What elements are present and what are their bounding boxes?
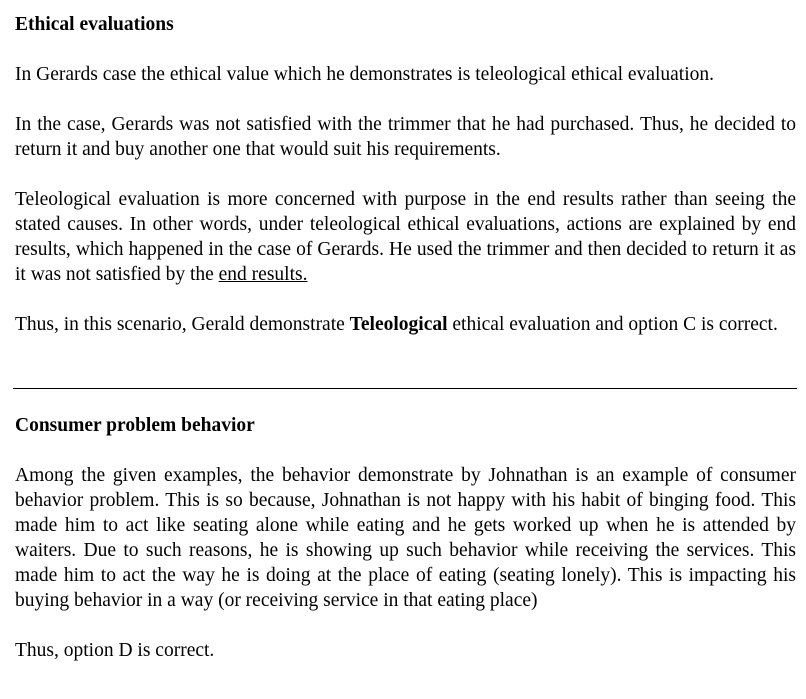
paragraph-conclusion-option-c (15, 312, 796, 337)
bold-teleological: Teleological (349, 314, 448, 335)
ethical-evaluations-section (15, 12, 796, 337)
underlined-end-results: end results. (218, 264, 308, 285)
section-heading-consumer-problem-behavior: Consumer problem behavior (15, 415, 255, 436)
paragraph-ethical-value: In Gerards case the ethical value which he demonstrates is teleological ethical evaluation. (15, 64, 715, 85)
paragraph-text: Thus, in this scenario, Gerald demonstrate (15, 314, 350, 335)
paragraph-johnathan-behavior: Among the given examples, the behavior demonstrate by Johnathan is an example of consumer behavior problem. This is so because, Johnathan is not happy with his habit of binging food. This made him to act like seating alone while eating and he gets worked up when he is attended by waiters. Due to such reasons, he is showing up such behavior while receiving the services. This made him to act the way he is doing at the place of eating (seating lonely). This is impacting his buying behavior in a way (or receiving service in that eating place) (15, 465, 796, 611)
horizontal-divider (13, 388, 797, 389)
consumer-problem-behavior-section (15, 413, 796, 663)
paragraph-conclusion-option-d: Thus, option D is correct. (15, 640, 215, 661)
paragraph-text: Teleological evaluation is more concerned with purpose in the end results rather than seeing the stated causes. In other words, under teleological ethical evaluations, actions are explained by end results, which happened in the case of Gerards. He used the trimmer and then decided to return it as it was not satisfied by the (15, 189, 796, 285)
paragraph-text: ethical evaluation and option C is correct. (447, 314, 778, 335)
paragraph-trimmer-case: In the case, Gerards was not satisfied with the trimmer that he had purchased. Thus, he decided to return it and buy another one that would suit his requirements. (15, 114, 796, 160)
paragraph-teleological-explanation (15, 187, 796, 287)
section-heading-ethical-evaluations: Ethical evaluations (15, 14, 174, 35)
